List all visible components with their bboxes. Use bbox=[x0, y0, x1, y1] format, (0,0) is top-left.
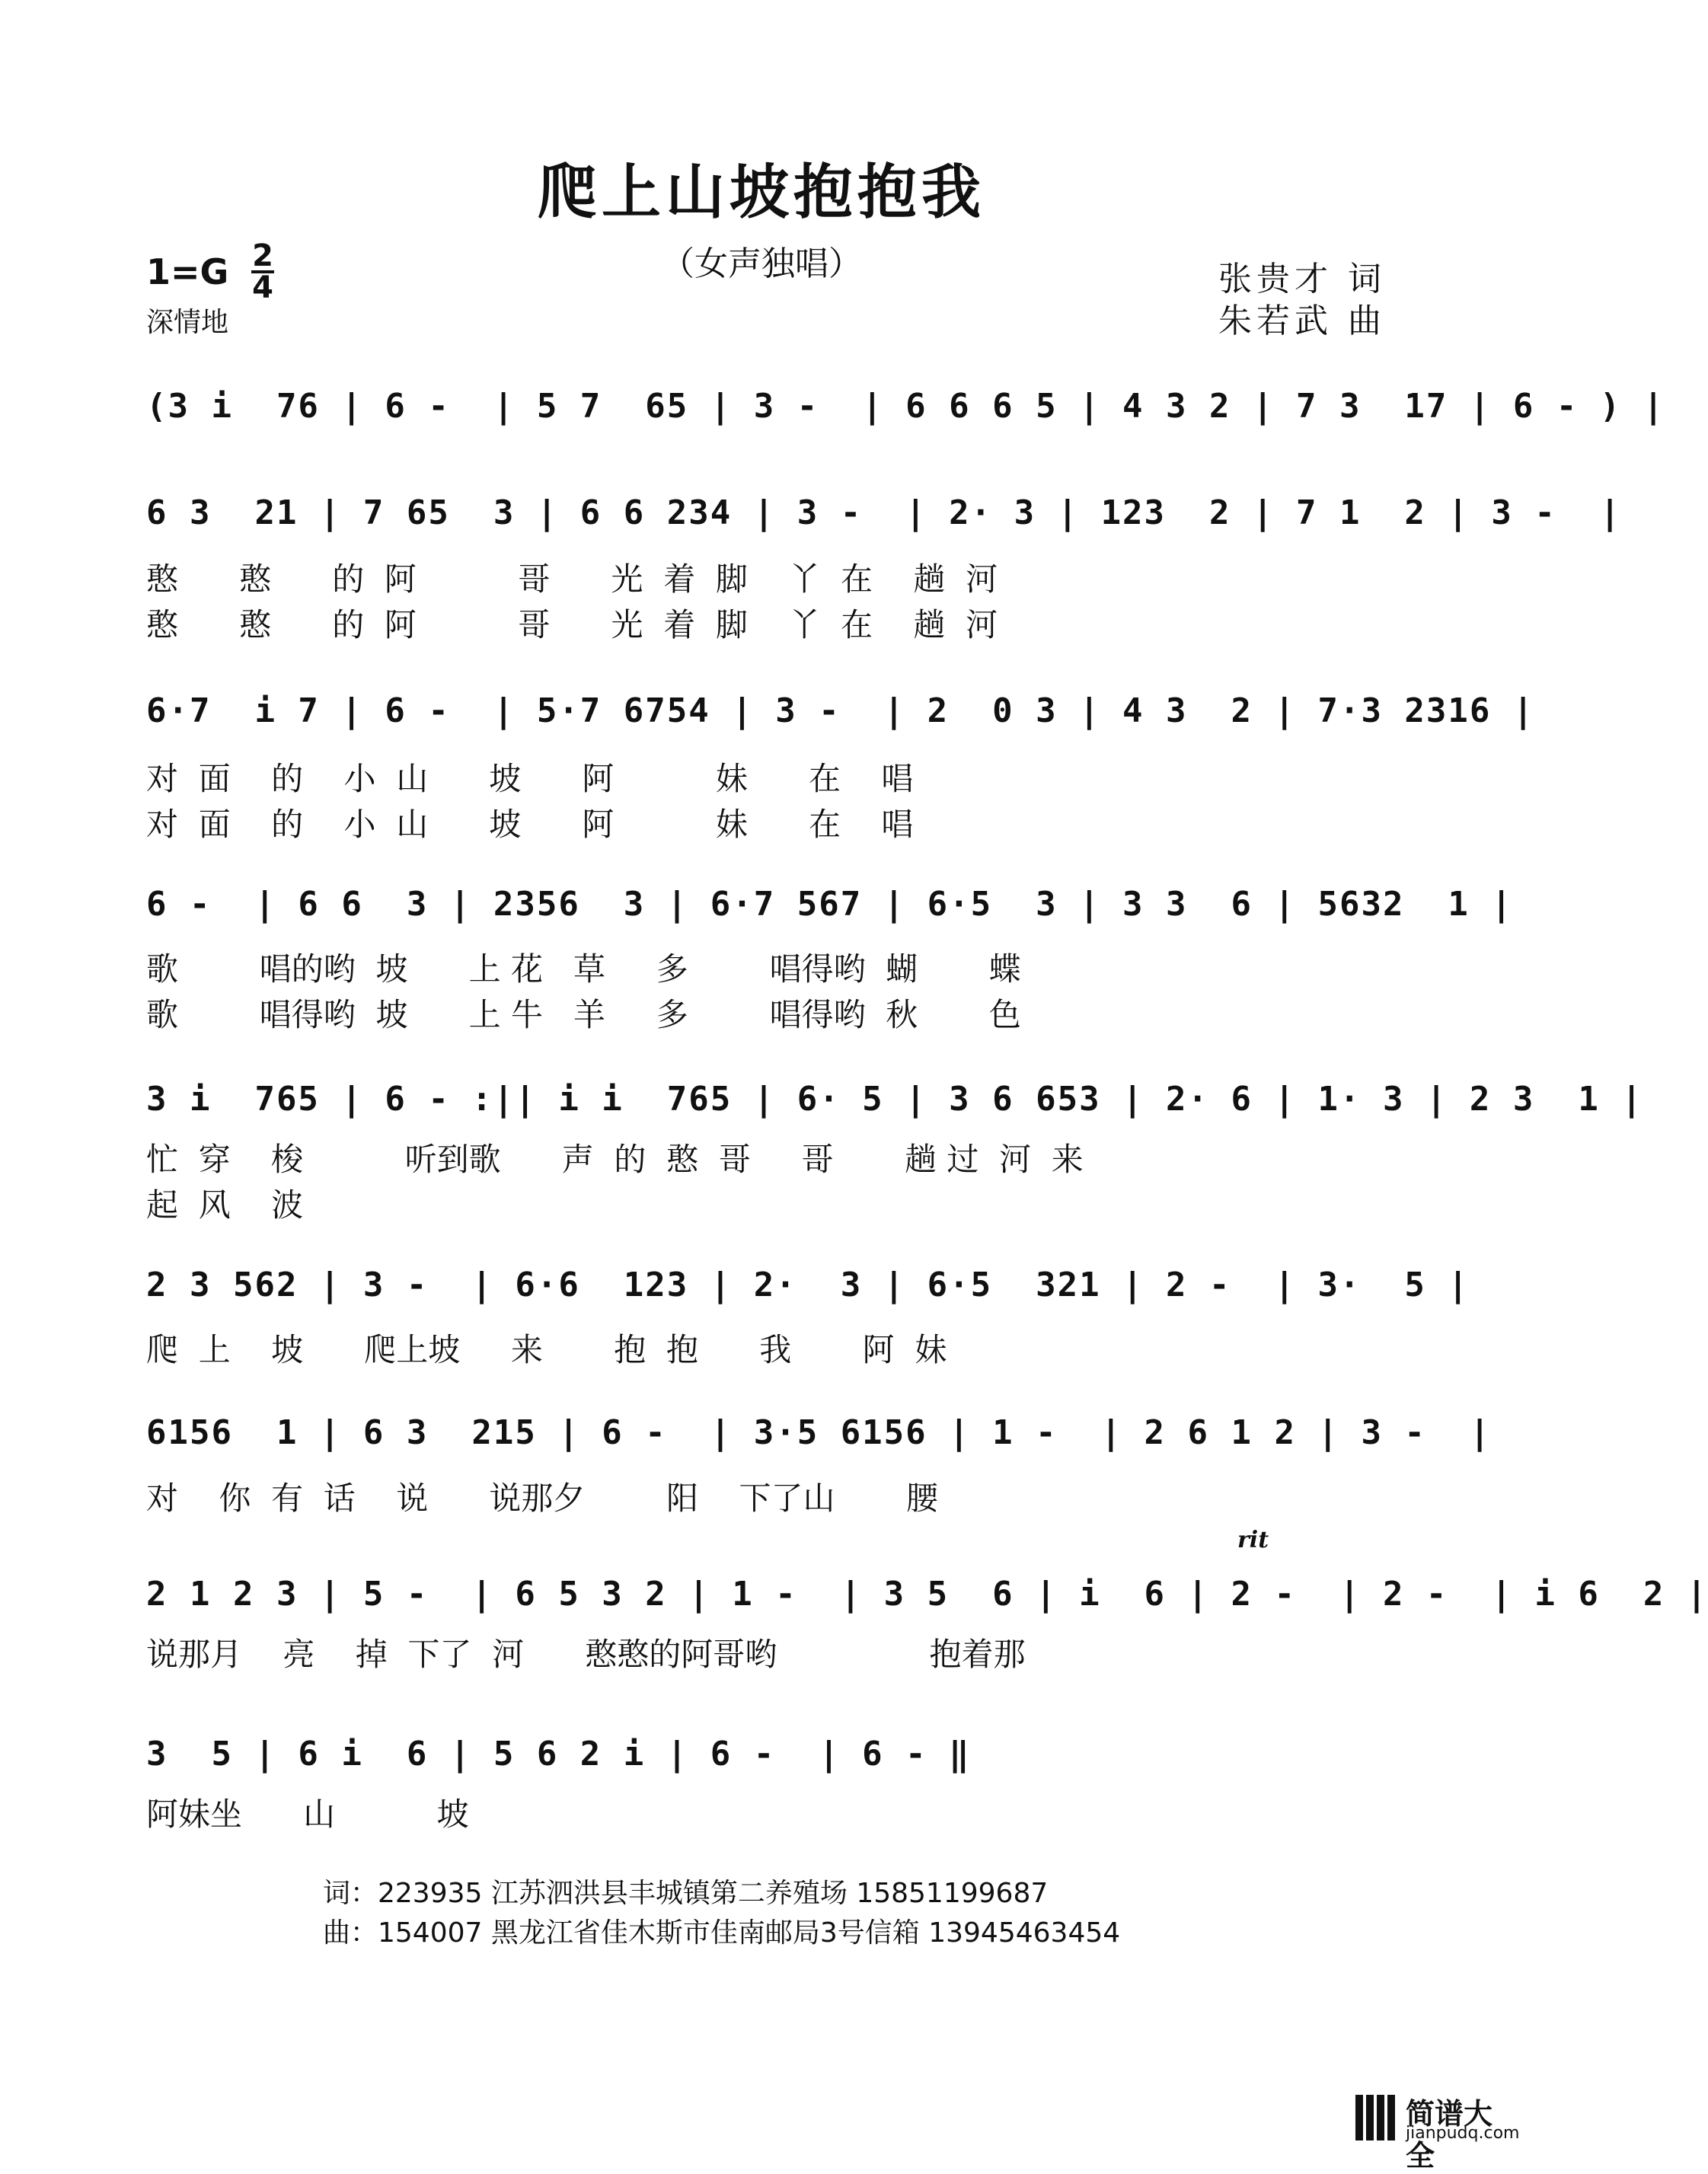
lyric-line: 歌 唱得哟 坡 上 牛 羊 多 唱得哟 秋 色 bbox=[146, 996, 1021, 1033]
watermark-url: jianpudq.com bbox=[1406, 2124, 1520, 2143]
lyric-line: 阿妹坐 山 坡 bbox=[146, 1796, 469, 1833]
composer-credit: 朱若武 曲 bbox=[1218, 302, 1386, 340]
lyricist-credit: 张贵才 词 bbox=[1218, 260, 1386, 298]
lyricist-address: 词：223935 江苏泗洪县丰城镇第二养殖场 15851199687 bbox=[323, 1878, 1049, 1909]
notation-row: 3 i 765 | 6 - :|| i i 765 | 6· 5 | 3 6 653 | 2· 6 | 1· 3 | 2 3 1 | bbox=[146, 1080, 1643, 1119]
lyric-line: 憨 憨 的 阿 哥 光 着 脚 丫 在 趟 河 bbox=[146, 560, 998, 598]
notation-row: (3 i 76 | 6 - | 5 7 65 | 3 - | 6 6 6 5 | 4 3 2 | 7 3 17 | 6 - ) | bbox=[146, 387, 1665, 426]
tempo-marking: 深情地 bbox=[146, 307, 229, 338]
time-signature-bottom: 4 bbox=[252, 270, 273, 305]
notation-row: 2 3 562 | 3 - | 6·6 123 | 2· 3 | 6·5 321 | 2 - | 3· 5 | bbox=[146, 1266, 1470, 1304]
time-signature bbox=[251, 238, 274, 305]
lyric-line: 对 你 有 话 说 说那夕 阳 下了山 腰 bbox=[146, 1480, 938, 1517]
lyric-line: 对 面 的 小 山 坡 阿 妹 在 唱 bbox=[146, 806, 914, 843]
piano-keys-icon bbox=[1355, 2095, 1401, 2140]
watermark-name: 简谱大全 bbox=[1406, 2097, 1493, 2172]
notation-row: 6·7 i 7 | 6 - | 5·7 6754 | 3 - | 2 0 3 | 4 3 2 | 7·3 2316 | bbox=[146, 691, 1535, 730]
key-signature: 1=G bbox=[146, 251, 229, 292]
lyric-line: 爬 上 坡 爬上坡 来 抱 抱 我 阿 妹 bbox=[146, 1331, 947, 1368]
page-title: 爬上山坡抱抱我 bbox=[537, 158, 985, 227]
lyric-line: 对 面 的 小 山 坡 阿 妹 在 唱 bbox=[146, 760, 914, 797]
notation-row: 2 1 2 3 | 5 - | 6 5 3 2 | 1 - | 3 5 6 | i 6 | 2 - | 2 - | i 6 2 | bbox=[146, 1575, 1708, 1614]
notation-row: 3 5 | 6 i 6 | 5 6 2 i | 6 - | 6 - ‖ bbox=[146, 1735, 971, 1773]
time-signature-top: 2 bbox=[252, 238, 273, 273]
lyric-line: 说那月 亮 掉 下了 河 憨憨的阿哥哟 抱着那 bbox=[146, 1636, 1026, 1673]
watermark-logo bbox=[1355, 2090, 1520, 2172]
notation-row: 6 - | 6 6 3 | 2356 3 | 6·7 567 | 6·5 3 | 3 3 6 | 5632 1 | bbox=[146, 885, 1513, 924]
lyric-line: 起 风 波 bbox=[146, 1186, 304, 1224]
subtitle: （女声独唱） bbox=[661, 244, 862, 283]
lyric-line: 歌 唱的哟 坡 上 花 草 多 唱得哟 蝴 蝶 bbox=[146, 950, 1021, 988]
notation-row: 6156 1 | 6 3 215 | 6 - | 3·5 6156 | 1 - | 2 6 1 2 | 3 - | bbox=[146, 1413, 1492, 1452]
composer-address: 曲：154007 黑龙江省佳木斯市佳南邮局3号信箱 13945463454 bbox=[323, 1917, 1121, 1949]
notation-row: 6 3 21 | 7 65 3 | 6 6 234 | 3 - | 2· 3 | 123 2 | 7 1 2 | 3 - | bbox=[146, 493, 1622, 532]
rit-marking: rit bbox=[1237, 1527, 1269, 1553]
lyric-line: 忙 穿 梭 听到歌 声 的 憨 哥 哥 趟 过 河 来 bbox=[146, 1141, 1084, 1178]
lyric-line: 憨 憨 的 阿 哥 光 着 脚 丫 在 趟 河 bbox=[146, 606, 998, 643]
